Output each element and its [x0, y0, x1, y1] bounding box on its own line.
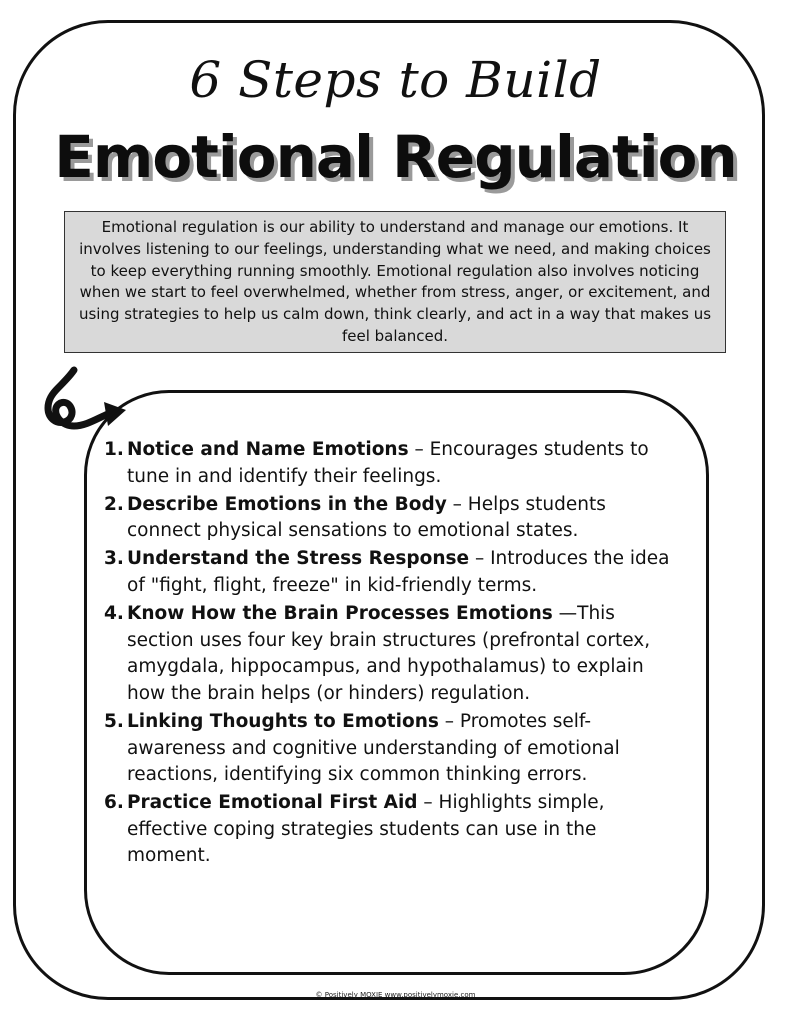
list-item — [104, 790, 684, 870]
step-number: 1. — [104, 439, 124, 460]
step-number: 2. — [104, 493, 124, 515]
title-script-line: 6 Steps to Build — [189, 51, 602, 109]
step-description: – Highlights simple, effective coping strategies students can use in the moment. — [127, 792, 605, 867]
step-title: Understand the Stress Response — [127, 548, 470, 570]
page-title: Emotional Regulation — [54, 123, 737, 191]
step-content — [127, 437, 684, 490]
intro-definition-box — [64, 211, 726, 353]
step-content — [127, 492, 684, 545]
step-title: Notice and Name Emotions — [127, 439, 409, 460]
step-title: Describe Emotions in the Body — [127, 493, 447, 515]
step-description: – Promotes self-awareness and cognitive understanding of emotional reactions, identifying six common thinking errors. — [127, 710, 620, 786]
step-description: – Helps students connect physical sensations to emotional states. — [127, 493, 606, 542]
intro-text: Emotional regulation is our ability to understand and manage our emotions. It involves listening to our feelings, understanding what we need, and making choices to keep everything running smoothly. Emotional regulation also involves noticing when we start to feel overwhelmed, whether from stress, anger, or excitement, and using strategies to help us calm down, think clearly, and act in a way that makes us feel balanced. — [78, 218, 712, 345]
step-number: 4. — [104, 603, 124, 625]
step-number: 3. — [104, 548, 124, 570]
step-title: Linking Thoughts to Emotions — [127, 710, 439, 732]
step-title: Know How the Brain Processes Emotions — [127, 603, 553, 625]
steps-list — [104, 437, 684, 872]
step-content — [127, 601, 684, 707]
step-title: Practice Emotional First Aid — [127, 792, 418, 814]
step-number: 6. — [104, 792, 124, 814]
list-item — [104, 546, 684, 599]
list-item — [104, 437, 684, 490]
step-content — [127, 790, 684, 870]
step-content — [127, 546, 684, 599]
copyright-footer: © Positively MOXIE www.positivelymoxie.com — [315, 991, 476, 999]
step-number: 5. — [104, 710, 124, 732]
list-item — [104, 709, 684, 789]
list-item — [104, 492, 684, 545]
list-item — [104, 601, 684, 707]
step-description: —This section uses four key brain structures (prefrontal cortex, amygdala, hippocampus, and hypothalamus) to explain how the brain helps (or hinders) regulation. — [127, 603, 651, 704]
step-description: – Introduces the idea of "fight, flight, freeze" in kid-friendly terms. — [127, 548, 670, 596]
step-description: – Encourages students to tune in and identify their feelings. — [127, 439, 649, 487]
step-content — [127, 709, 684, 789]
